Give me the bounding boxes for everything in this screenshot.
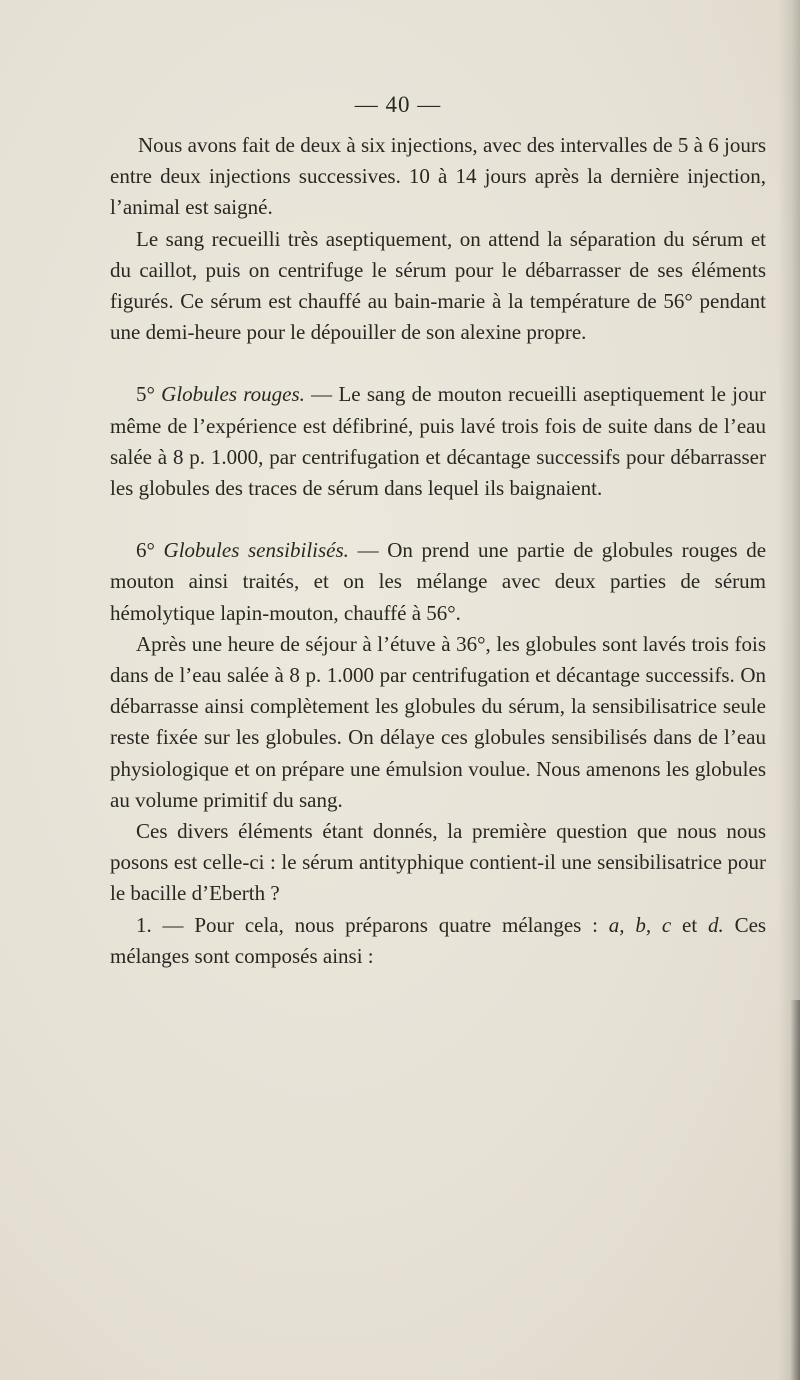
paragraph-globules-rouges [110,379,766,504]
paragraph-globules-sensibilises [110,535,766,629]
paragraph-melanges: 1. — Pour cela, nous préparons quatre mélanges : a, b, c et d. Ces mélanges sont composés ainsi : [110,912,767,968]
body-text [110,130,766,972]
paragraph-injections: Nous avons fait de deux à six injections, avec des intervalles de 5 à 6 jours entre deux injections successives. 10 à 14 jours après la dernière injection, l’animal est saigné. [110,133,766,220]
paragraph-etuve: Après une heure de séjour à l’étuve à 36°, les globules sont lavés trois fois dans de l’eau salée à 8 p. 1.000 par centrifugation et décantage successifs. On débarrasse ainsi complètement les globules du sérum, la sensibilisatrice seule reste fixée sur les globules. On délaye ces globules sensibilisés dans de l’eau physiologique et on prépare une émulsion voulue. Nous amenons les globules au volume primitif du sang. [110,631,766,812]
section-title: Globules sensibilisés. [163,538,349,563]
section-body: — Le sang de mouton recueilli aseptiquement le jour même de l’expérience est défibriné, puis lavé trois fois de suite dans de l’eau salée à 8 p. 1.000, par centrifugation et décantage successifs pour débarrasser les globules des traces de sérum dans lequel ils baignaient. [110,382,766,501]
page-number: — 40 — [354,92,442,117]
section-number: 6° [136,538,155,563]
page-edge-dark [790,1000,800,1380]
section-number: 5° [136,382,155,407]
paragraph-serum-preparation: Le sang recueilli très aseptiquement, on attend la séparation du sérum et du caillot, puis on centrifuge le sérum pour le débarrasser de ses éléments figurés. Ce sérum est chauffé au bain-marie à la température de 56° pendant une demi-heure pour le dépouiller de son alexine propre. [110,226,766,345]
section-title: Globules rouges. [161,382,305,407]
paragraph-question: Ces divers éléments étant donnés, la première question que nous nous posons est celle-ci : le sérum antityphique contient-il une sensibilisatrice pour le bacille d’Eberth ? [110,819,766,906]
section-body: — On prend une partie de globules rouges de mouton ainsi traités, et on les mélange avec deux parties de sérum hémolytique lapin-mouton, chauffé à 56°. [110,538,767,625]
